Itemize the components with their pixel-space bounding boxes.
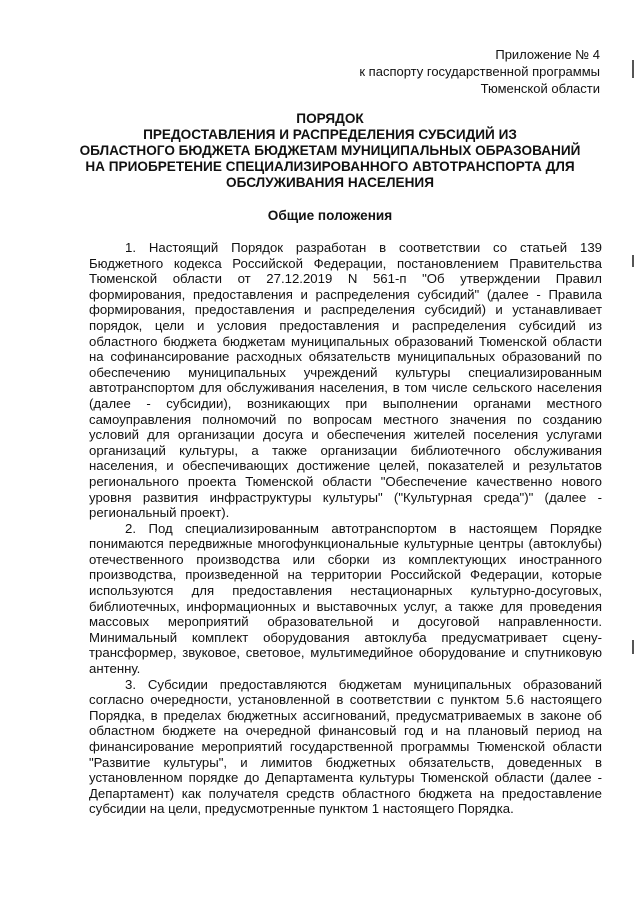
title-line-4: НА ПРИОБРЕТЕНИЕ СПЕЦИАЛИЗИРОВАННОГО АВТОТРАНСПОРТА ДЛЯ	[85, 159, 575, 174]
appendix-header	[359, 46, 600, 97]
scan-edge-mark	[632, 60, 634, 78]
title-line-1: ПОРЯДОК	[296, 111, 364, 126]
appendix-reference: к паспорту государственной программы	[359, 64, 600, 79]
paragraph-1: 1. Настоящий Порядок разработан в соответствии со статьей 139 Бюджетного кодекса Российской Федерации, постановлением Правительства Тюменской области от 27.12.2019 N 561-п "Об утверждении Правил формирования, предоставления и распределения субсидий" (далее - Правила формирования, предоставления и распределения субсидий) и устанавливает порядок, цели и условия предоставления и распределения субсидий из областного бюджета бюджетам муниципальных образований Тюменской области на софинансирование расходных обязательств муниципальных образований по обеспечению муниципальных учреждений культуры специализированным автотранспортом для обслуживания населения, в том числе сельского населения (далее - субсидии), возникающих при выполнении органами местного самоуправления полномочий по вопросам местного значения по созданию условий для организации досуга и обеспечения жителей поселения услугами организаций культуры, а также организации библиотечного обслуживания населения, и обеспечивающих достижение целей, показателей и результатов регионального проекта Тюменской области "Обеспечение качественно нового уровня развития инфраструктуры культуры" ("Культурная среда")" (далее - региональный проект).	[89, 240, 602, 521]
title-line-3: ОБЛАСТНОГО БЮДЖЕТА БЮДЖЕТАМ МУНИЦИПАЛЬНЫХ ОБРАЗОВАНИЙ	[79, 143, 581, 158]
title-line-2: ПРЕДОСТАВЛЕНИЯ И РАСПРЕДЕЛЕНИЯ СУБСИДИЙ ИЗ	[143, 127, 517, 142]
scan-edge-mark	[632, 255, 634, 267]
document-title	[60, 111, 600, 191]
scan-edge-mark	[632, 640, 634, 654]
appendix-region: Тюменской области	[480, 81, 600, 96]
section-heading: Общие положения	[267, 208, 393, 223]
paragraph-2: 2. Под специализированным автотранспортом в настоящем Порядке понимаются передвижные многофункциональные культурные центры (автоклубы) отечественного производства или сборки из комплектующих иностранного производства, произведенной на территории Российской Федерации, которые используются для предоставления нестационарных культурно-досуговых, библиотечных, информационных и выставочных услуг, а также для проведения массовых мероприятий образовательной и досуговой направленности. Минимальный комплект оборудования автоклуба предусматривает сцену-трансформер, звуковое, световое, мультимедийное оборудование и спутниковую антенну.	[89, 520, 602, 677]
paragraph-3: 3. Субсидии предоставляются бюджетам муниципальных образований согласно очередности, установленной в соответствии с пунктом 5.6 настоящего Порядка, в пределах бюджетных ассигнований, предусматриваемых в законе об областном бюджете на очередной финансовый год и на плановый период на финансирование мероприятий государственной программы Тюменской области "Развитие культуры", и лимитов бюджетных обязательств, доведенных в установленном порядке до Департамента культуры Тюменской области (далее - Департамент) как получателя средств областного бюджета на предоставление субсидии на цели, предусмотренные пунктом 1 настоящего Порядка.	[89, 676, 602, 817]
title-line-5: ОБСЛУЖИВАНИЯ НАСЕЛЕНИЯ	[226, 175, 434, 190]
appendix-number: Приложение № 4	[495, 47, 600, 62]
document-body	[89, 240, 602, 817]
